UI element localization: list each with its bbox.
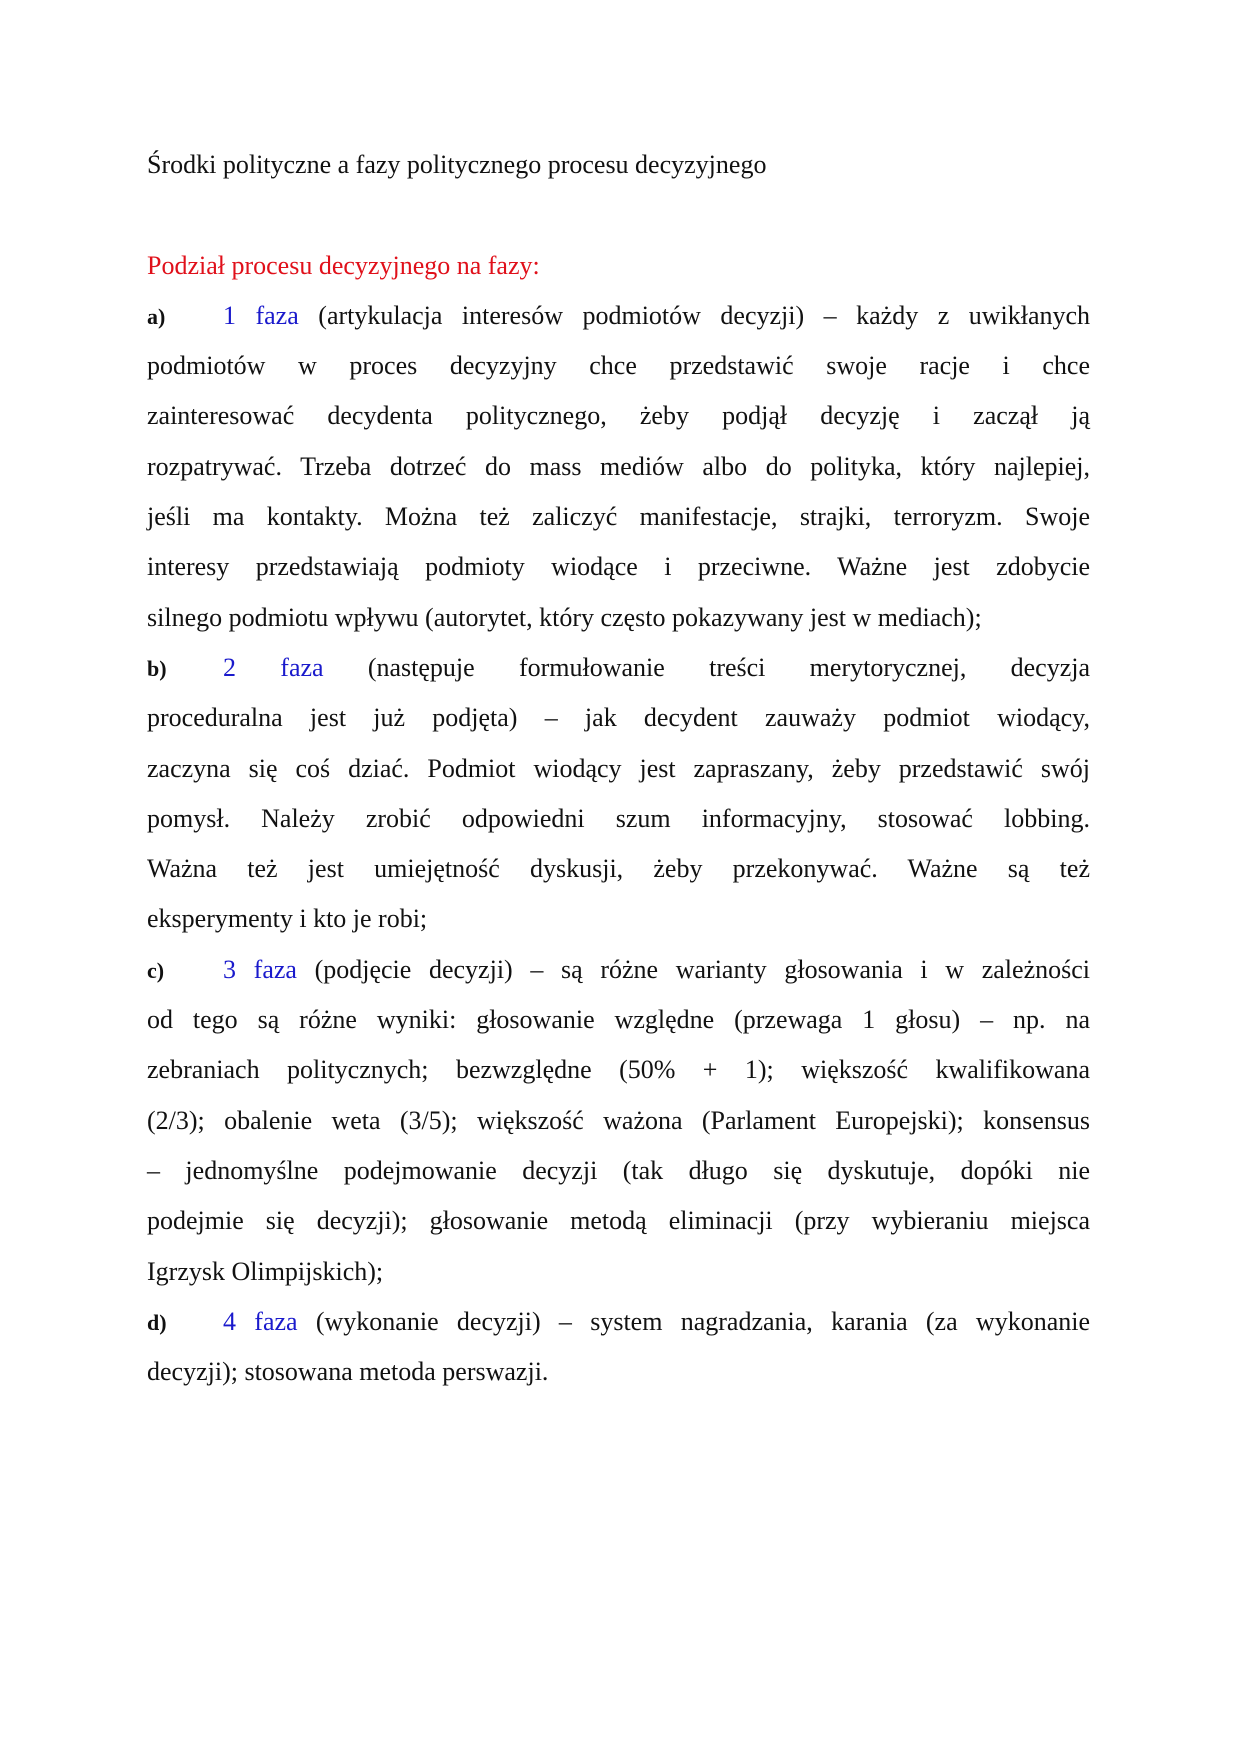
phase-text-line: Igrzysk Olimpijskich);: [147, 1256, 384, 1286]
item-label: d): [147, 1309, 167, 1335]
phase-first-line: [147, 643, 1090, 693]
phase-item: [147, 643, 1090, 945]
phase-name: 4 faza: [223, 1306, 298, 1336]
spacer: [147, 190, 1090, 240]
phase-text-line: podmiotów w proces decyzyjny chce przedstawić swoje racje i chce: [147, 351, 1090, 381]
phase-text-line: decyzji); stosowana metoda perswazji.: [147, 1357, 549, 1387]
phase-text: (artykulacja interesów podmiotów decyzji) – każdy z uwikłanych: [318, 300, 1091, 330]
phase-text: (następuje formułowanie treści merytorycznej, decyzja: [367, 652, 1090, 682]
phase-first-line: [147, 1297, 1090, 1347]
phase-text-line: interesy przedstawiają podmioty wiodące i przeciwne. Ważne jest zdobycie: [147, 552, 1090, 582]
phase-text-line: zainteresować decydenta politycznego, żeby podjął decyzję i zaczął ją: [147, 401, 1090, 431]
phase-first-line: [147, 945, 1090, 995]
phase-list: [147, 291, 1090, 1398]
phase-text-line: proceduralna jest już podjęta) – jak decydent zauważy podmiot wiodący,: [147, 703, 1090, 733]
phase-first-line: [147, 291, 1090, 341]
item-label: a): [147, 303, 166, 329]
phase-text-line: (2/3); obalenie weta (3/5); większość ważona (Parlament Europejski); konsensus: [147, 1105, 1090, 1135]
section-heading: Podział procesu decyzyjnego na fazy:: [147, 250, 540, 280]
phase-text-line: zaczyna się coś dziać. Podmiot wiodący jest zapraszany, żeby przedstawić swój: [147, 753, 1090, 783]
phase-text-line: rozpatrywać. Trzeba dotrzeć do mass mediów albo do polityka, który najlepiej,: [147, 451, 1090, 481]
phase-text-line: pomysł. Należy zrobić odpowiedni szum informacyjny, stosować lobbing.: [147, 803, 1090, 833]
phase-text: (podjęcie decyzji) – są różne warianty głosowania i w zależności: [314, 954, 1090, 984]
phase-text-line: podejmie się decyzji); głosowanie metodą eliminacji (przy wybieraniu miejsca: [147, 1206, 1090, 1236]
document-page: [147, 140, 1090, 1397]
phase-text-line: silnego podmiotu wpływu (autorytet, który często pokazywany jest w mediach);: [147, 602, 982, 632]
document-title: Środki polityczne a fazy politycznego procesu decyzyjnego: [147, 150, 767, 179]
phase-name: 2 faza: [223, 652, 324, 682]
phase-text-line: jeśli ma kontakty. Można też zaliczyć manifestacje, strajki, terroryzm. Swoje: [147, 502, 1090, 532]
phase-text-line: zebraniach politycznych; bezwzględne (50% + 1); większość kwalifikowana: [147, 1055, 1090, 1085]
phase-name: 1 faza: [223, 300, 299, 330]
item-label: b): [147, 655, 167, 681]
item-label: c): [147, 957, 165, 983]
phase-text: (wykonanie decyzji) – system nagradzania, karania (za wykonanie: [315, 1306, 1091, 1336]
phase-item: [147, 1297, 1090, 1398]
phase-item: [147, 945, 1090, 1297]
phase-text-line: – jednomyślne podejmowanie decyzji (tak długo się dyskutuje, dopóki nie: [147, 1155, 1090, 1185]
phase-text-line: eksperymenty i kto je robi;: [147, 904, 428, 934]
phase-item: [147, 291, 1090, 643]
phase-text-line: od tego są różne wyniki: głosowanie względne (przewaga 1 głosu) – np. na: [147, 1005, 1090, 1035]
phase-text-line: Ważna też jest umiejętność dyskusji, żeby przekonywać. Ważne są też: [147, 854, 1090, 884]
phase-name: 3 faza: [223, 954, 297, 984]
